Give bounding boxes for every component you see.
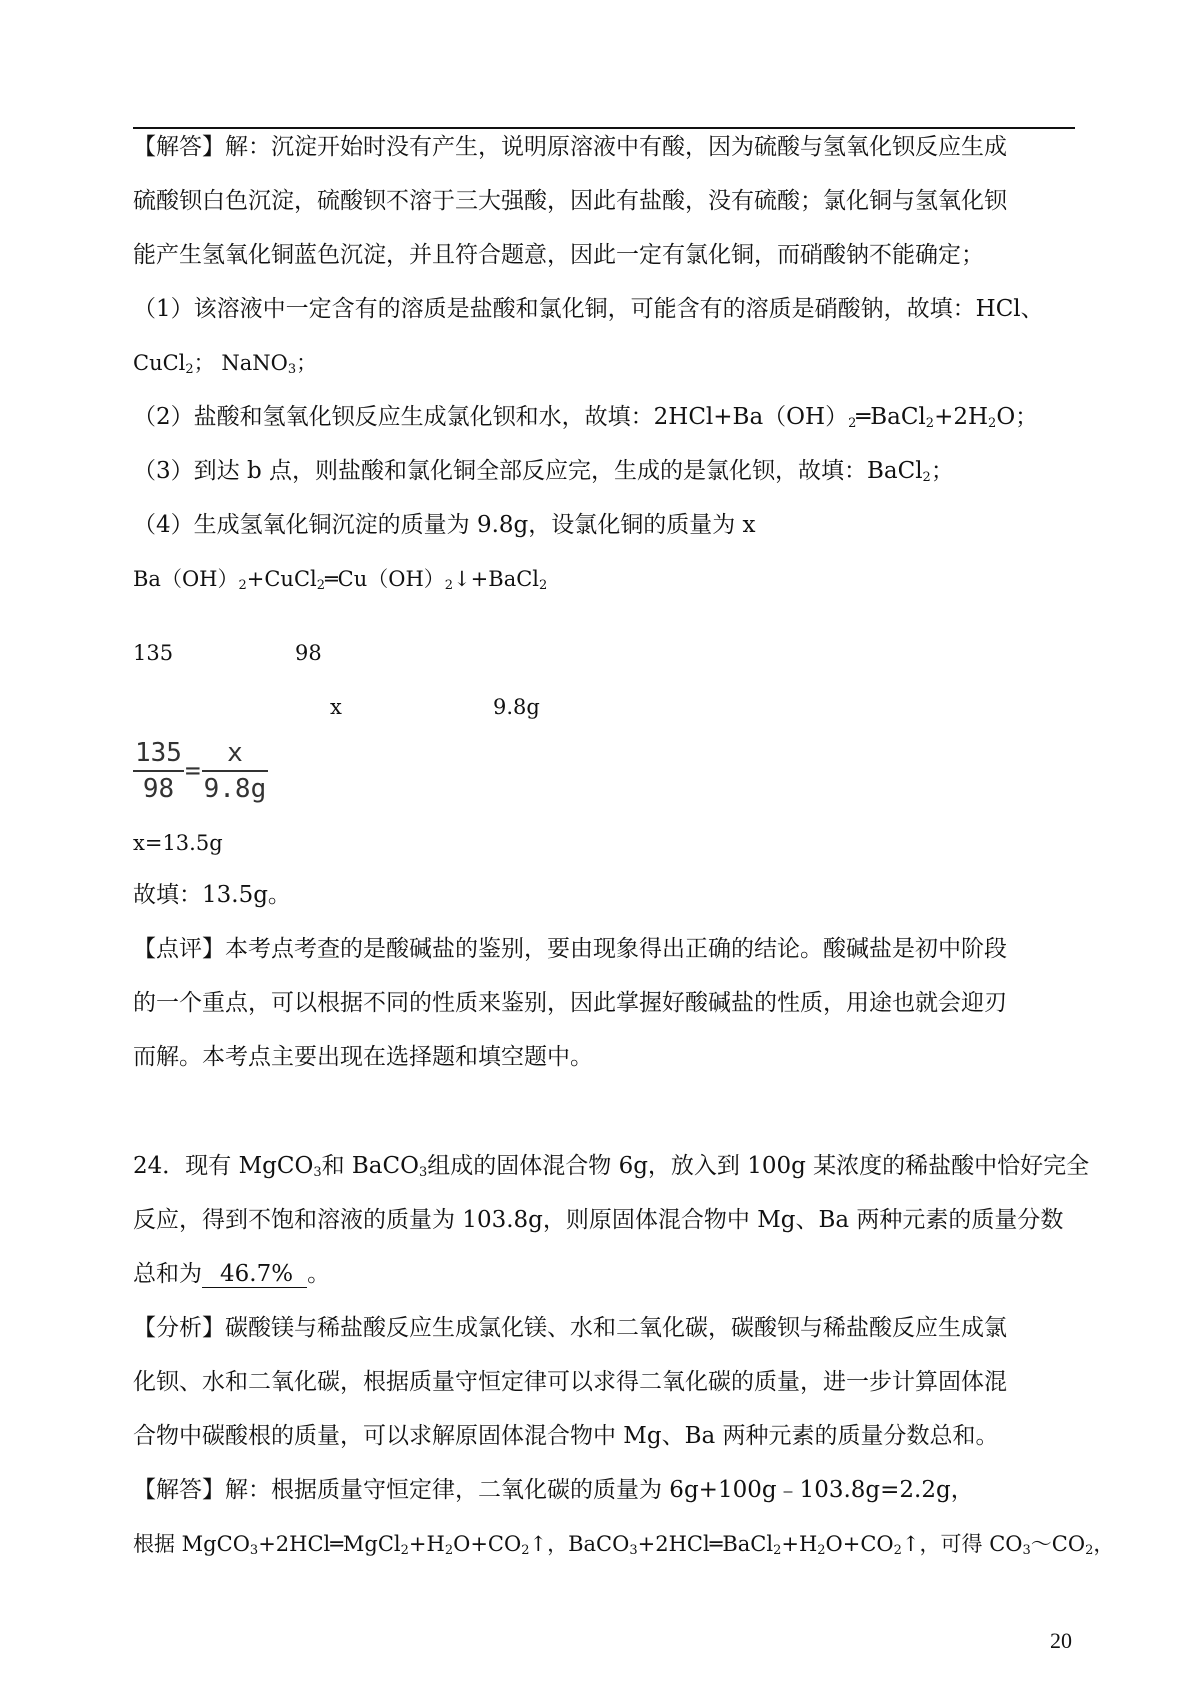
fraction-left [133, 738, 184, 804]
answer-4: （4）生成氢氧化铜沉淀的质量为 9.8g，设氯化铜的质量为 x [133, 512, 756, 538]
explanation-line-1: 【解答】解：沉淀开始时没有产生，说明原溶液中有酸，因为硫酸与氢氧化钡反应生成 [133, 134, 1007, 160]
header-rule [133, 127, 1075, 129]
reaction-equation: $Ba(OH)_2+CuCl_2═Cu(OH)_2↓+BaCl_2$ [133, 567, 548, 593]
solution-line-2: 根据 $MgCO_3+2HCl═MgCl_2+H_2O+CO_2↑$，$BaCO_3+2HCl═BaCl_2+H_2O+CO_2↑$，可得 $CO_3\sim CO_2$， [133, 1532, 1115, 1558]
answer-2: （2）盐酸和氢氧化钡反应生成氯化钡和水，故填：$2HCl+Ba(OH)_2═BaCl_2+2H_2O$； [133, 404, 1039, 431]
question-24-line-2: 反应，得到不饱和溶液的质量为 103.8g，则原固体混合物中 Mg、Ba 两种元素的质量分数 [133, 1207, 1064, 1233]
question-24-line-1: 24．现有 MgCO$_3$和 BaCO$_3$组成的固体混合物 6g，放入到 100g 某浓度的稀盐酸中恰好完全 [133, 1153, 1090, 1180]
fill-answer: 故填：13.5g。 [133, 882, 291, 908]
analysis-line-1: 【分析】碳酸镁与稀盐酸反应生成氯化镁、水和二氧化碳，碳酸钡与稀盐酸反应生成氯 [133, 1315, 1007, 1341]
fraction-left-denominator: 98 [142, 774, 175, 804]
explanation-line-3: 能产生氢氧化铜蓝色沉淀，并且符合题意，因此一定有氯化铜，而硝酸钠不能确定； [133, 242, 984, 268]
answer-1-line-1: （1）该溶液中一定含有的溶质是盐酸和氯化铜，可能含有的溶质是硝酸钠，故填：HCl、 [133, 296, 1044, 322]
answer-blank: 46.7% [202, 1261, 307, 1288]
molar-mass-left: 135 [133, 641, 174, 665]
comment-line-1: 【点评】本考点考查的是酸碱盐的鉴别，要由现象得出正确的结论。酸碱盐是初中阶段 [133, 936, 1007, 962]
explanation-line-2: 硫酸钡白色沉淀，硫酸钡不溶于三大强酸，因此有盐酸，没有硫酸；氯化铜与氢氧化钡 [133, 188, 1007, 214]
solution-line-1: 【解答】解：根据质量守恒定律，二氧化碳的质量为 6g+100g﹣103.8g=2.2g， [133, 1477, 974, 1503]
comment-line-3: 而解。本考点主要出现在选择题和填空题中。 [133, 1044, 593, 1070]
mass-known: 9.8g [493, 695, 540, 719]
question-24-line-3: 总和为 46.7% 。 [133, 1261, 331, 1287]
equals-sign: = [184, 756, 201, 786]
mass-variable: x [330, 695, 342, 719]
proportion-equation [133, 738, 268, 804]
comment-line-2: 的一个重点，可以根据不同的性质来鉴别，因此掌握好酸碱盐的性质，用途也就会迎刃 [133, 990, 1007, 1016]
fraction-left-numerator: 135 [133, 738, 184, 772]
analysis-line-2: 化钡、水和二氧化碳，根据质量守恒定律可以求得二氧化碳的质量，进一步计算固体混 [133, 1369, 1007, 1395]
molar-mass-right: 98 [295, 641, 322, 665]
analysis-line-3: 合物中碳酸根的质量，可以求解原固体混合物中 Mg、Ba 两种元素的质量分数总和。 [133, 1423, 999, 1449]
fraction-right [202, 738, 269, 804]
fraction-right-denominator: 9.8g [203, 774, 267, 804]
fraction-right-numerator: x [202, 738, 269, 772]
result: x=13.5g [133, 831, 223, 855]
page-number: 20 [1050, 1628, 1072, 1653]
answer-3: （3）到达 b 点，则盐酸和氯化铜全部反应完，生成的是氯化钡，故填：BaCl$_2$； [133, 458, 954, 485]
answer-1-line-2: CuCl$_2$； NaNO$_3$； [133, 351, 318, 377]
